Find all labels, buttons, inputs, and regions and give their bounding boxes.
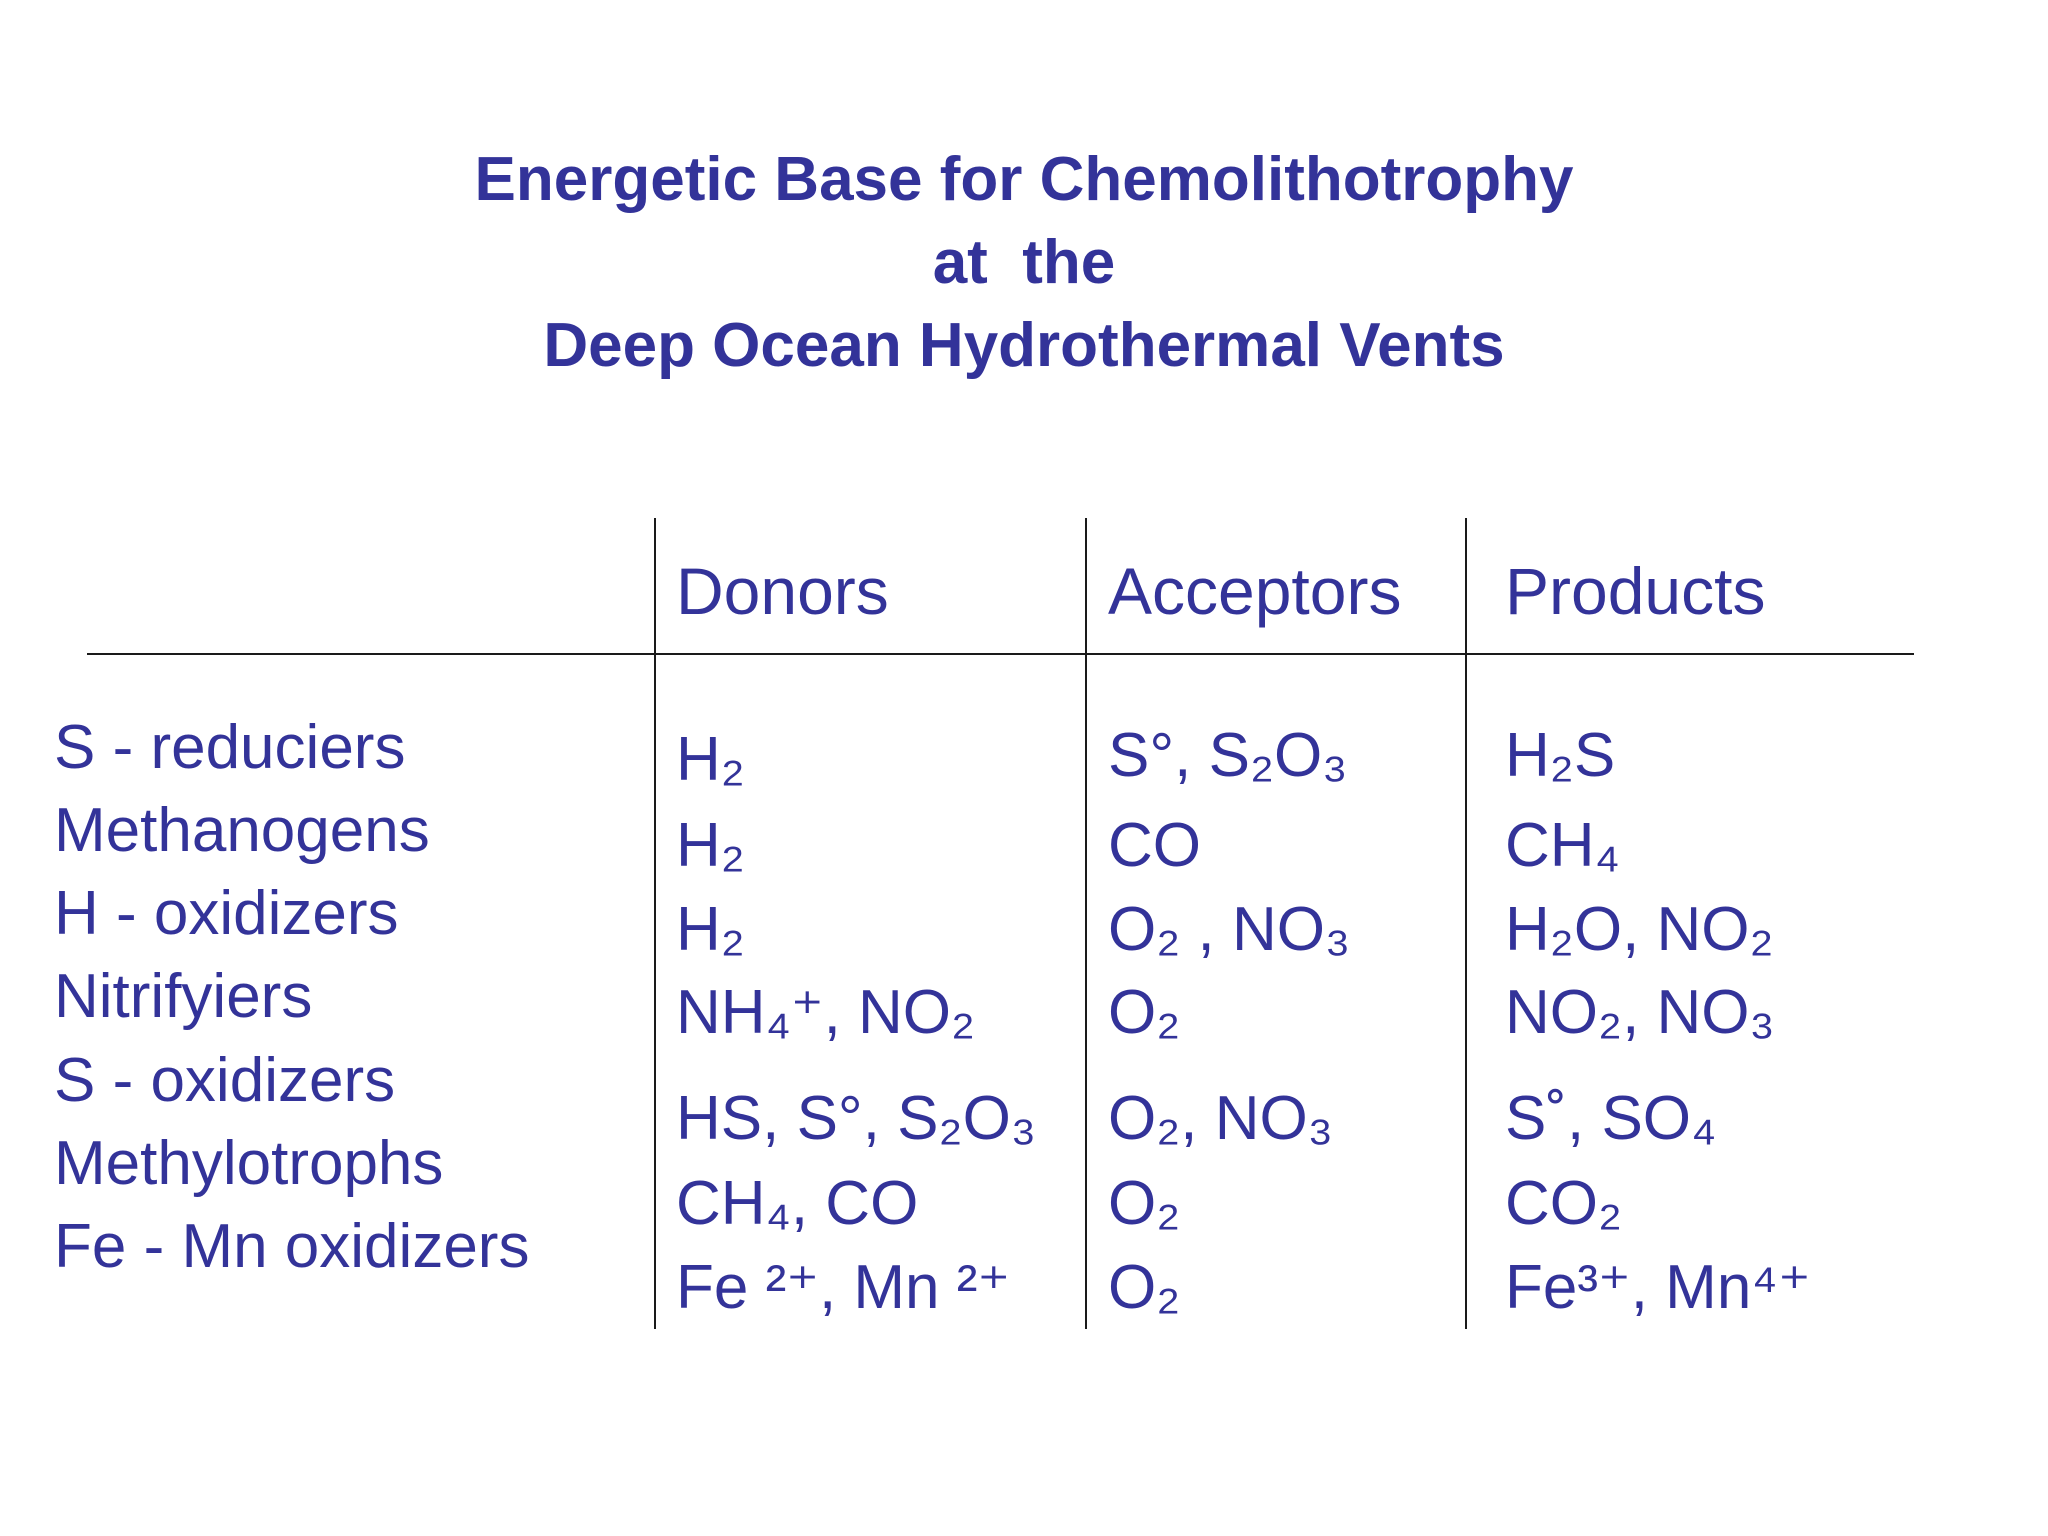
product-cell: S˚, SO₄	[1505, 1084, 1717, 1153]
title-line-1: Energetic Base for Chemolithotrophy	[474, 145, 1574, 214]
donor-cell: HS, S°, S₂O₃	[676, 1084, 1037, 1153]
row-label: Methylotrophs	[54, 1129, 444, 1198]
row-label: S - reduciers	[54, 713, 406, 782]
row-label: H - oxidizers	[54, 879, 399, 948]
row-label: Nitrifyiers	[54, 962, 313, 1031]
product-cell: NO₂, NO₃	[1505, 978, 1775, 1047]
product-cell: CH₄	[1505, 811, 1620, 880]
row-label: Fe - Mn oxidizers	[54, 1212, 530, 1281]
product-cell: Fe³⁺, Mn⁴⁺	[1505, 1253, 1811, 1322]
acceptor-cell: O₂	[1108, 1253, 1181, 1322]
donor-cell: CH₄, CO	[676, 1169, 919, 1238]
slide-title	[0, 138, 2048, 387]
header-donors: Donors	[676, 554, 889, 628]
acceptor-cell: O₂	[1108, 1169, 1181, 1238]
product-cell: H₂S	[1505, 721, 1616, 790]
column-divider-3	[1465, 518, 1467, 1329]
acceptor-cell: O₂	[1108, 978, 1181, 1047]
title-line-3: Deep Ocean Hydrothermal Vents	[543, 311, 1505, 380]
row-label: Methanogens	[54, 796, 430, 865]
row-label: S - oxidizers	[54, 1046, 396, 1115]
column-divider-1	[654, 518, 656, 1329]
header-divider	[87, 653, 1914, 655]
product-cell: H₂O, NO₂	[1505, 895, 1774, 964]
title-line-2: at the	[932, 228, 1116, 297]
product-cell: CO₂	[1505, 1169, 1623, 1238]
donor-cell: H₂	[676, 811, 745, 880]
header-products: Products	[1505, 554, 1766, 628]
donor-cell: H₂	[676, 895, 745, 964]
acceptor-cell: O₂ , NO₃	[1108, 895, 1351, 964]
acceptor-cell: O₂, NO₃	[1108, 1084, 1333, 1153]
column-divider-2	[1085, 518, 1087, 1329]
donor-cell: H₂	[676, 725, 745, 794]
header-acceptors: Acceptors	[1108, 554, 1402, 628]
donor-cell: Fe ²⁺, Mn ²⁺	[676, 1253, 1011, 1322]
acceptor-cell: CO	[1108, 811, 1201, 880]
donor-cell: NH₄⁺, NO₂	[676, 978, 976, 1047]
acceptor-cell: S°, S₂O₃	[1108, 721, 1348, 790]
